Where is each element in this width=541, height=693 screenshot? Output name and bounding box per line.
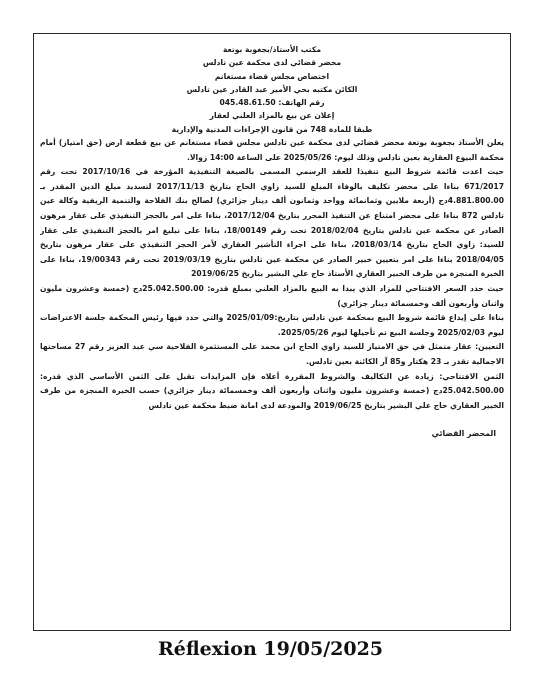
property-designation-paragraph: التعيين: عقار متمثل في حق الامتياز للسيد زاوي الحاج ابن محمد على المستثمرة الفلاحية سي عبد العزيز رقم 27 مساحتها الاجمالية تقدر بـ 23 هكتار و85 آر الكائنة بعين تادلس.	[40, 342, 504, 366]
announcement-paragraph: يعلن الأستاذ بجغوبة بوتعة محضر قضائي لدى محكمة عين تادلس مجلس قضاء مستغانم عن بيع قطعة ارض (حق امتياز) أمام محكمة البيوع العقارية بعين تادلس وذلك ليوم: 2025/05/26 على الساعة 14:00 زوالا.	[40, 138, 504, 162]
jurisdiction: اختصاص مجلس قضاء مستغانم	[214, 71, 330, 81]
office-name: مكتب الأستاذ/بجغوبة بوتعة	[222, 45, 322, 54]
bailiff-title: محضر قضائي لدى محكمة عين تادلس	[202, 58, 342, 68]
signature: المحضر القضائي	[431, 429, 496, 439]
newspaper-footer: Réflexion 19/05/2025	[157, 638, 384, 660]
filing-paragraph: بناءا على إيداع قائمة شروط البيع بمحكمة عين تادلس بتاريخ:2025/01/09 والتي حدد فيها رئيس المحكمة جلسة الاعتراضات ليوم 2025/02/03 وجلسة البيع تم تأجيلها ليوم 2025/05/26.	[40, 313, 504, 337]
legal-notice	[40, 40, 504, 630]
office-address: الكائن مكتبه بحي الأمير عبد القادر عين تادلس	[186, 84, 358, 94]
phone-number: رقم الهاتف: 045.48.61.50	[219, 98, 325, 108]
notice-title: إعلان عن بيع بالمزاد العلني لعقار	[209, 111, 335, 121]
opening-price-paragraph: حيث حدد السعر الافتتاحي للمزاد الذي يبدا به البيع بالمزاد العلني بمبلغ قدره: 25.042.500.00دج (خمسة وعشرون مليون واثنان وأربعون ألف وخمسمائة دينار جزائري)	[40, 284, 504, 308]
procedure-paragraph: حيث اعدت قائمة شروط البيع تنفيذا للعقد الرسمي المسمى بالصيغة التنفيذية المؤرخة في 2017/10/16 تحت رقم 671/2017 بناءا على محضر تكليف بالوفاء المبلغ للسيد زاوي الحاج بتاريخ 2017/11/13 لتسديد مبلغ الدين المقدر بـ 4.881.800.00دج (أربعة ملايين وثمانمائة وواحد وثمانون ألف دينار جزائري) لصالح بنك الفلاحة والتنمية الريفية وكالة عين تادلس 872 بناءا على محضر امتناع عن التنفيذ المحرر بتاريخ 2017/12/04، بناءا على امر بالحجز التنفيذي على عقار مرهون الصادر عن محكمة عين تادلس بتاريخ 2018/02/04 تحت رقم 18/00149، بناءا على تبليغ امر بالحجز التنفيذي على عقار للسيد: زاوي الحاج بتاريخ 2018/03/14، بناءا على اجراء التأشير العقاري لأمر الحجز التنفيذي على عقار مرهون بتاريخ 2018/04/05 بناءا على امر بتعيين خبير الصادر عن محكمة عين تادلس بتاريخ 2019/03/19 تحت رقم 19/00343، بناءا على الخبرة المنجزة من طرف الخبير العقاري الأستاذ حاج علي البشير بتاريخ 2019/06/25	[40, 167, 504, 279]
legal-basis: طبقا للمادة 748 من قانون الإجراءات المدنية والإدارية	[171, 124, 373, 134]
base-price-paragraph: الثمن الافتتاحي: زيادة عن التكاليف والشروط المقررة أعلاه فإن المزايدات تقبل على الثمن الأساسي الذي قدره: 25.042.500.00دج (خمسة وعشرون مليون واثنان وأربعون ألف وخمسمائة دينار جزائري) حسب الخبرة المنجزة من طرف الخبير العقاري حاج علي البشير بتاريخ 2019/06/25 والمودعة لدى امانة ضبط محكمة عين تادلس	[40, 371, 504, 410]
